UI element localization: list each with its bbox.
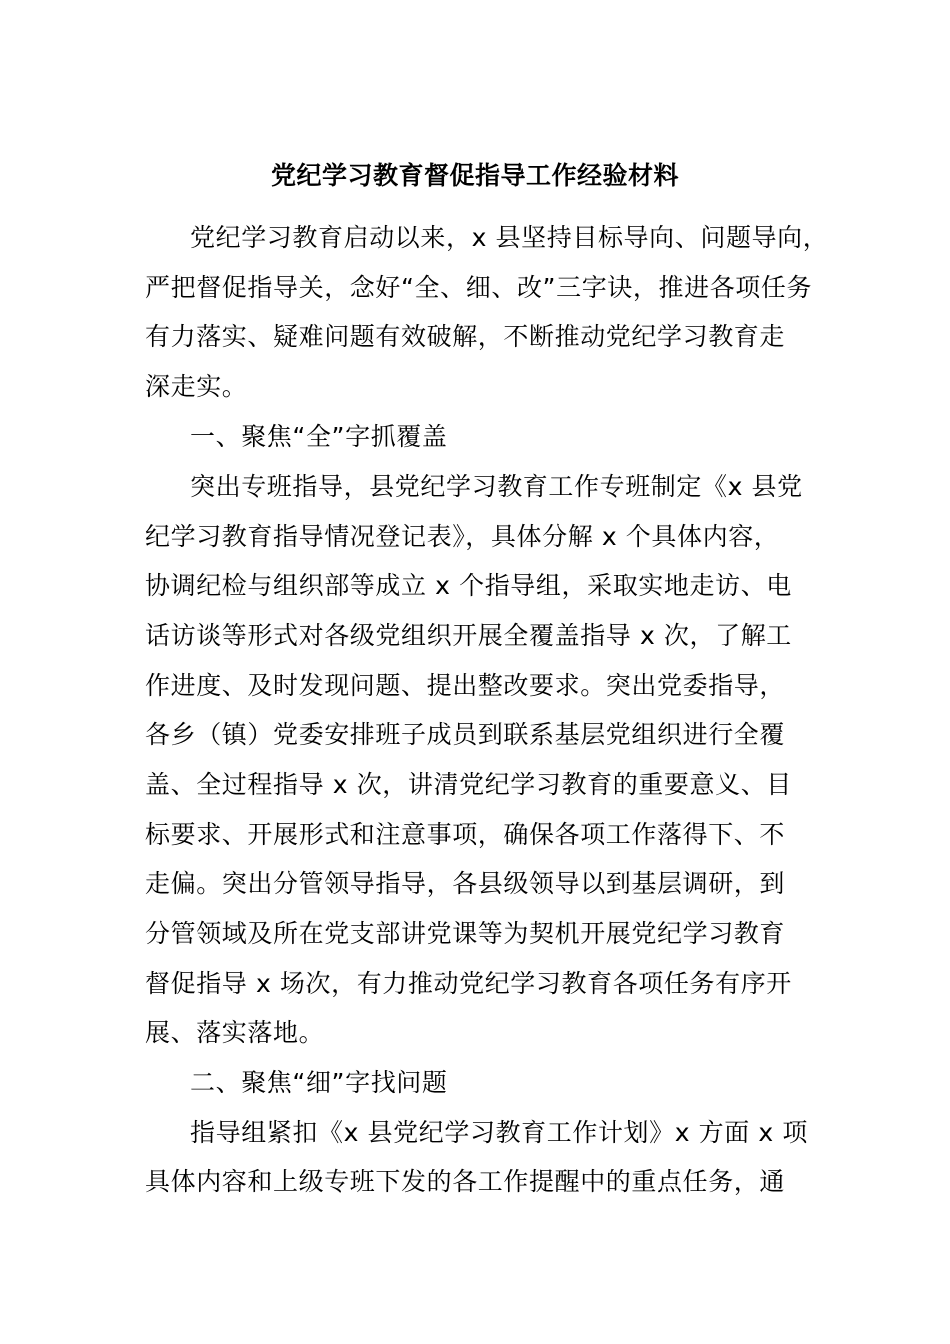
paragraph-line: 作进度、及时发现问题、提出整改要求。突出党委指导， bbox=[145, 671, 786, 700]
paragraph-line: 纪学习教育指导情况登记表》，具体分解 x 个具体内容， bbox=[145, 522, 780, 551]
paragraph-line: 协调纪检与组织部等成立 x 个指导组，采取实地走访、电 bbox=[145, 571, 792, 600]
paragraph-line: 走偏。突出分管领导指导，各县级领导以到基层调研，到 bbox=[145, 869, 786, 898]
paragraph-line: 盖、全过程指导 x 次，讲清党纪学习教育的重要意义、目 bbox=[145, 770, 792, 799]
paragraph-line: 各乡（镇）党委安排班子成员到联系基层党组织进行全覆 bbox=[145, 720, 786, 749]
paragraph-line: 分管领域及所在党支部讲党课等为契机开展党纪学习教育 bbox=[145, 919, 786, 948]
paragraph-line: 突出专班指导，县党纪学习教育工作专班制定《x 县党 bbox=[190, 472, 803, 501]
paragraph-line: 指导组紧扣《x 县党纪学习教育工作计划》x 方面 x 项 bbox=[190, 1118, 808, 1147]
paragraph-line: 督促指导 x 场次，有力推动党纪学习教育各项任务有序开 bbox=[145, 969, 792, 998]
paragraph-line: 具体内容和上级专班下发的各工作提醒中的重点任务，通 bbox=[145, 1167, 786, 1196]
document-title: 党纪学习教育督促指导工作经验材料 bbox=[270, 161, 679, 190]
paragraph-line: 话访谈等形式对各级党组织开展全覆盖指导 x 次，了解工 bbox=[145, 621, 792, 650]
paragraph-line: 有力落实、疑难问题有效破解，不断推动党纪学习教育走 bbox=[145, 322, 786, 351]
paragraph-line: 深走实。 bbox=[145, 372, 248, 401]
paragraph-line: 展、落实落地。 bbox=[145, 1018, 325, 1047]
paragraph-line: 党纪学习教育启动以来，x 县坚持目标导向、问题导向， bbox=[190, 223, 829, 252]
paragraph-line: 严把督促指导关，念好“全、细、改”三字诀，推进各项任务 bbox=[145, 273, 813, 302]
section-heading: 二、聚焦“细”字找问题 bbox=[190, 1068, 448, 1097]
section-heading: 一、聚焦“全”字抓覆盖 bbox=[190, 422, 448, 451]
paragraph-line: 标要求、开展形式和注意事项，确保各项工作落得下、不 bbox=[145, 820, 786, 849]
